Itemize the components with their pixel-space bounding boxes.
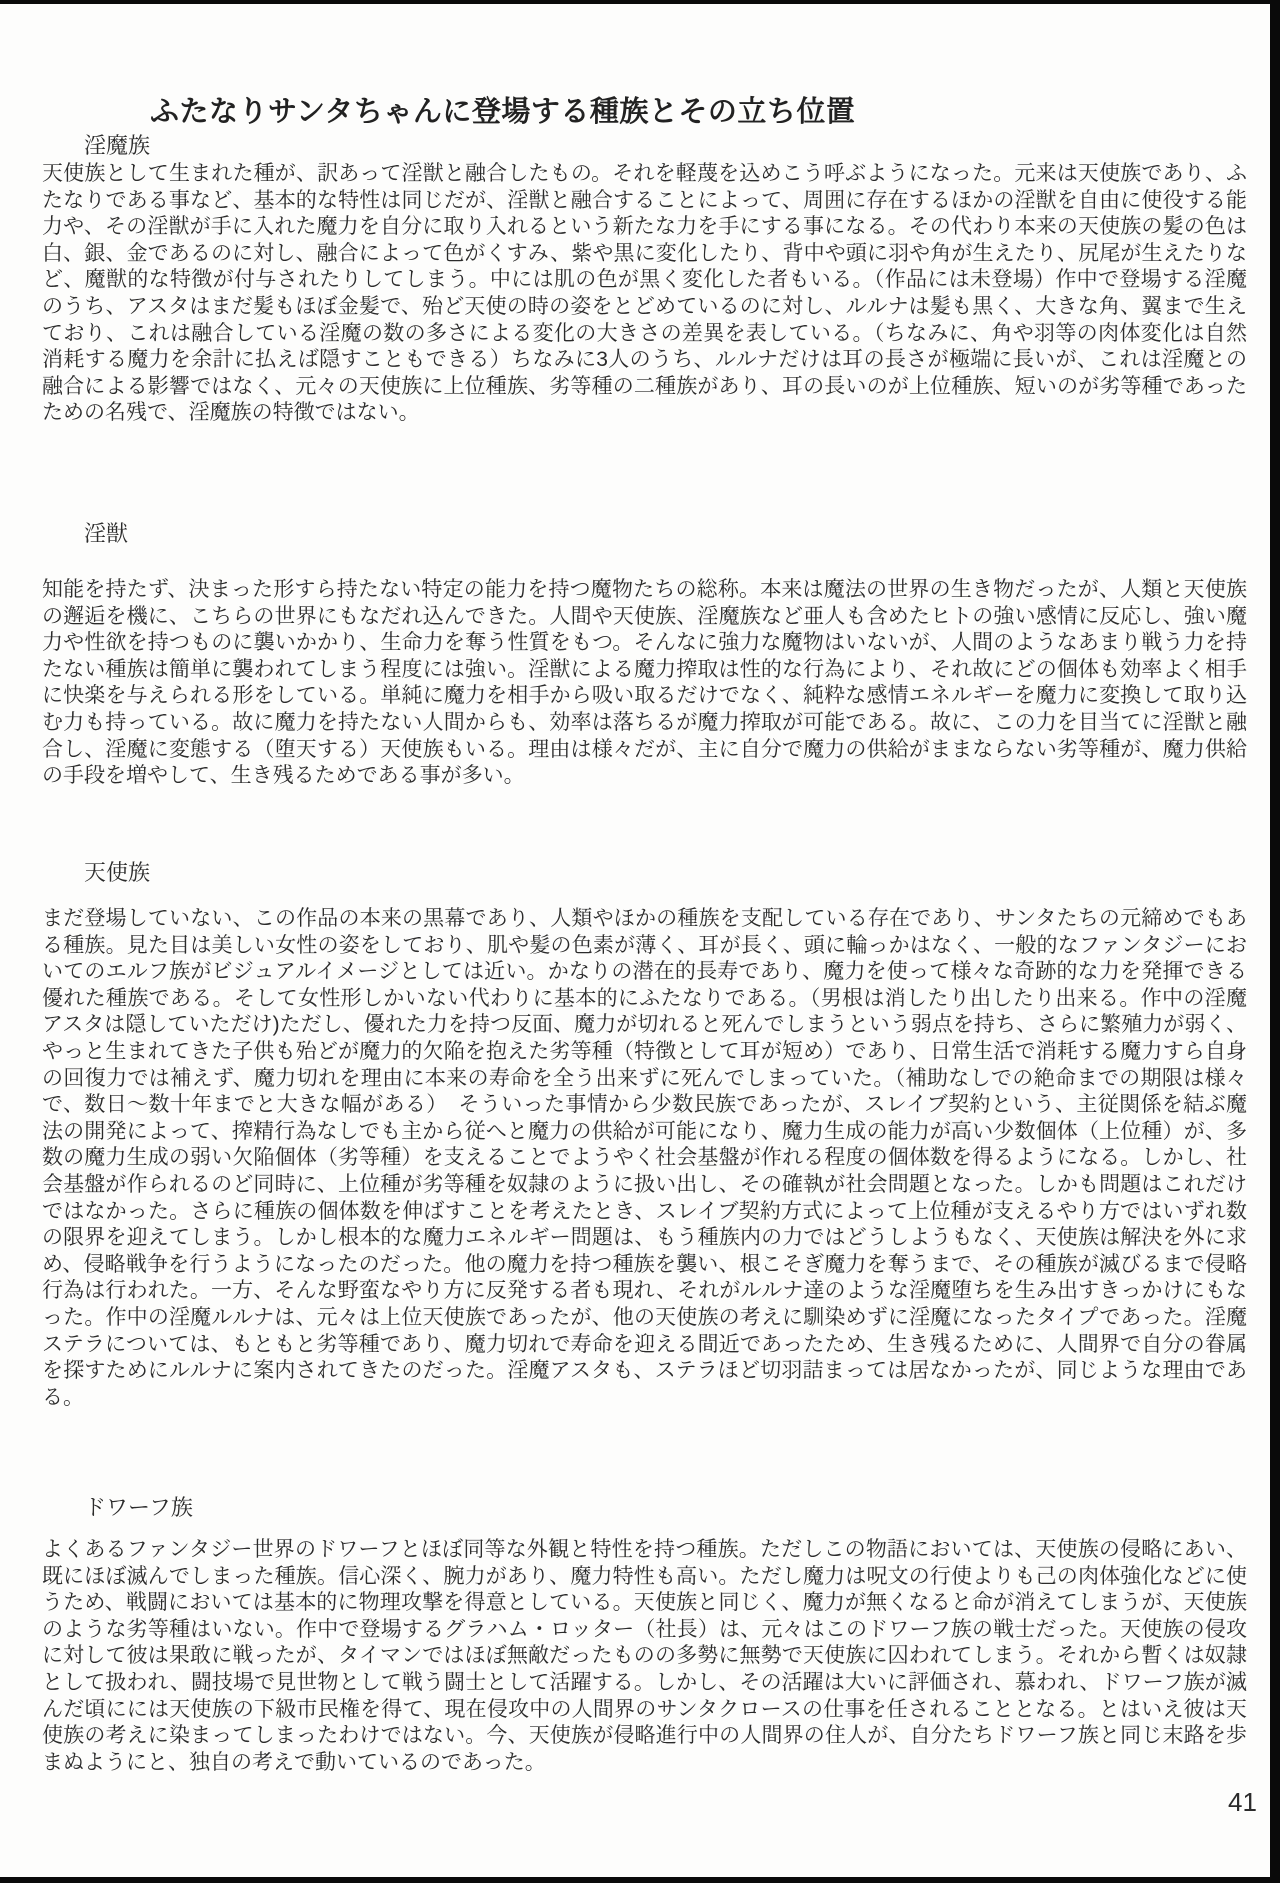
section-body-inmazoku: 天使族として生まれた種が、訳あって淫獣と融合したもの。それを軽蔑を込めこう呼ぶようになった。元来は天使族であり、ふたなりである事など、基本的な特性は同じだが、淫獣と融合することによって、周囲に存在するほかの淫獣を自由に使役する能力や、その淫獣が手に入れた魔力を自分に取り入れるという新たな力を手にする事になる。その代わり本来の天使族の髪の色は白、銀、金であるのに対し、融合によって色がくすみ、紫や黒に変化したり、背中や頭に羽や角が生えたり、尻尾が生えたりなど、魔獣的な特徴が付与されたりしてしまう。中には肌の色が黒く変化した者もいる。（作品には未登場）作中で登場する淫魔のうち、アスタはまだ髪もほぼ金髪で、殆ど天使の時の姿をとどめているのに対し、ルルナは髪も黒く、大きな角、翼まで生えており、これは融合している淫魔の数の多さによる変化の大きさの差異を表している。（ちなみに、角や羽等の肉体変化は自然消耗する魔力を余計に払えば隠すこともできる）ちなみに3人のうち、ルルナだけは耳の長さが極端に長いが、これは淫魔との融合による影響ではなく、元々の天使族に上位種族、劣等種の二種族があり、耳の長いのが上位種族、短いのが劣等種であったための名残で、淫魔族の特徴ではない。 [42, 162, 1247, 425]
page-number: 41 [1228, 1787, 1257, 1817]
section-heading-tenshizoku: 天使族 [84, 860, 151, 885]
section-heading-dwarfzoku: ドワーフ族 [84, 1495, 193, 1520]
scan-border-top [0, 0, 1280, 4]
page-title: ふたなりサンタちゃんに登場する種族とその立ち位置 [150, 96, 856, 129]
section-heading-injuu: 淫獣 [84, 521, 129, 546]
section-body-dwarfzoku: よくあるファンタジー世界のドワーフとほぼ同等な外観と特性を持つ種族。ただしこの物語においては、天使族の侵略にあい、既にほぼ滅んでしまった種族。信心深く、腕力があり、魔力特性も高い。ただし魔力は呪文の行使よりも己の肉体強化などに使うため、戦闘においては基本的に物理攻撃を得意としている。天使族と同じく、魔力が無くなると命が消えてしまうが、天使族のような劣等種はいない。作中で登場するグラハム・ロッター（社長）は、元々はこのドワーフ族の戦士だった。天使族の侵攻に対して彼は果敢に戦ったが、タイマンではほぼ無敵だったものの多勢に無勢で天使族に囚われてしまう。それから暫くは奴隷として扱われ、闘技場で見世物として戦う闘士として活躍する。しかし、その活躍は大いに評価され、慕われ、ドワーフ族が滅んだ頃にには天使族の下級市民権を得て、現在侵攻中の人間界のサンタクロースの仕事を任されることとなる。とはいえ彼は天使族の考えに染まってしまったわけではない。今、天使族が侵略進行中の人間界の住人が、自分たちドワーフ族と同じ末路を歩まぬようにと、独自の考えで動いているのであった。 [42, 1538, 1247, 1774]
section-body-tenshizoku: まだ登場していない、この作品の本来の黒幕であり、人類やほかの種族を支配している存在であり、サンタたちの元締めでもある種族。見た目は美しい女性の姿をしており、肌や髪の色素が薄く、耳が長く、頭に輪っかはなく、一般的なファンタジーにおいてのエルフ族がビジュアルイメージとしては近い。かなりの潜在的長寿であり、魔力を使って様々な奇跡的な力を発揮できる優れた種族である。そして女性形しかいない代わりに基本的にふたなりである。（男根は消したり出したり出来る。作中の淫魔アスタは隠していただけ)ただし、優れた力を持つ反面、魔力が切れると死んでしまうという弱点を持ち、さらに繁殖力が弱く、やっと生まれてきた子供も殆どが魔力的欠陥を抱えた劣等種（特徴として耳が短め）であり、日常生活で消耗する魔力すら自身の回復力では補えず、魔力切れを理由に本来の寿命を全う出来ずに死んでしまっていた。（補助なしでの絶命までの期限は様々で、数日～数十年までと大きな幅がある） そういった事情から少数民族であったが、スレイブ契約という、主従関係を結ぶ魔法の開発によって、搾精行為なしでも主から従へと魔力の供給が可能になり、魔力生成の能力が高い少数個体（上位種）が、多数の魔力生成の弱い欠陥個体（劣等種）を支えることでようやく社会基盤が作れる程度の個体数を得るようになる。しかし、社会基盤が作られるのど同時に、上位種が劣等種を奴隷のように扱い出し、その確執が社会問題となった。しかも問題はこれだけではなかった。さらに種族の個体数を伸ばすことを考えたとき、スレイブ契約方式によって上位種が支えるやり方ではいずれ数の限界を迎えてしまう。しかし根本的な魔力エネルギー問題は、もう種族内の力ではどうしようもなく、天使族は解決を外に求め、侵略戦争を行うようになったのだった。他の魔力を持つ種族を襲い、根こそぎ魔力を奪うまで、その種族が滅びるまで侵略行為は行われた。一方、そんな野蛮なやり方に反発する者も現れ、それがルルナ達のような淫魔堕ちを生み出すきっかけにもなった。作中の淫魔ルルナは、元々は上位天使族であったが、他の天使族の考えに馴染めずに淫魔になったタイプであった。淫魔ステラについては、もともと劣等種であり、魔力切れで寿命を迎える間近であったため、生き残るために、人間界で自分の眷属を探すためにルルナに案内されてきたのだった。淫魔アスタも、ステラほど切羽詰まっては居なかったが、同じような理由である。 [42, 907, 1247, 1409]
scan-border-right [1270, 0, 1280, 1883]
scan-border-bottom [0, 1877, 1280, 1883]
section-body-injuu: 知能を持たず、決まった形すら持たない特定の能力を持つ魔物たちの総称。本来は魔法の世界の生き物だったが、人類と天使族の邂逅を機に、こちらの世界にもなだれ込んできた。人間や天使族、淫魔族など亜人も含めたヒトの強い感情に反応し、強い魔力や性欲を持つものに襲いかかり、生命力を奪う性質をもつ。そんなに強力な魔物はいないが、人間のようなあまり戦う力を持たない種族は簡単に襲われてしまう程度には強い。淫獣による魔力搾取は性的な行為により、それ故にどの個体も効率よく相手に快楽を与えられる形をしている。単純に魔力を相手から吸い取るだけでなく、純粋な感情エネルギーを魔力に変換して取り込む力も持っている。故に魔力を持たない人間からも、効率は落ちるが魔力搾取が可能である。故に、この力を目当てに淫獣と融合し、淫魔に変態する（堕天する）天使族もいる。理由は様々だが、主に自分で魔力の供給がままならない劣等種が、魔力供給の手段を増やして、生き残るためである事が多い。 [42, 578, 1247, 788]
section-heading-inmazoku: 淫魔族 [84, 133, 151, 158]
